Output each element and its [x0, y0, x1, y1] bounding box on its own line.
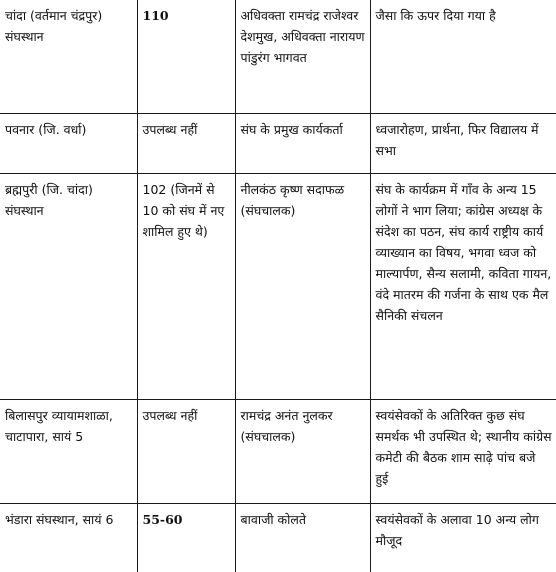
count-text: उपलब्ध नहीं	[142, 121, 198, 137]
place-text: बिलासपुर व्यायामशाळा, चाटापारा, सायं 5	[5, 407, 113, 444]
leader-cell	[235, 173, 370, 399]
details-cell	[370, 399, 556, 503]
count-cell	[137, 113, 235, 173]
place-text: पवनार (जि. वर्धा)	[5, 121, 87, 137]
place-cell	[0, 113, 137, 173]
place-cell	[0, 399, 137, 503]
place-cell	[0, 0, 137, 113]
table-row	[0, 0, 556, 113]
details-text: संघ के कार्यक्रम में गाँव के अन्य 15 लोगों ने भाग लिया; कांग्रेस अध्यक्ष के संदेश का पठन, संघ कार्य राष्ट्रीय कार्य व्याख्यान का विषय, भगवा ध्वज को माल्यार्पण, सैन्य सलामी, कविता गायन, वंदे मातरम की गर्जना के साथ एक मैल सैनिकी संचलन	[375, 181, 552, 323]
leader-text: बावाजी कोलते	[240, 511, 306, 527]
leader-cell	[235, 113, 370, 173]
table-row	[0, 173, 556, 399]
place-cell	[0, 503, 137, 572]
details-cell	[370, 0, 556, 113]
details-text: स्वयंसेवकों के अलावा 10 अन्य लोग मौजूद	[375, 511, 539, 548]
leader-cell	[235, 503, 370, 572]
count-text: 110	[142, 8, 169, 23]
table-row	[0, 503, 556, 572]
place-cell	[0, 173, 137, 399]
leader-text: अधिवक्ता रामचंद्र राजेश्वर देशमुख, अधिवक्ता नारायण पांडुरंग भागवत	[240, 8, 365, 65]
leader-text: रामचंद्र अनंत नुलकर (संघचालक)	[240, 407, 333, 444]
table-row	[0, 113, 556, 173]
count-text: 102 (जिनमें से 10 को संघ में नए शामिल हुए थे)	[142, 181, 225, 239]
count-text: उपलब्ध नहीं	[142, 407, 198, 423]
count-cell	[137, 173, 235, 399]
place-text: भंडारा संघस्थान, सायं 6	[5, 511, 114, 527]
details-cell	[370, 113, 556, 173]
details-cell	[370, 503, 556, 572]
details-cell	[370, 173, 556, 399]
leader-cell	[235, 0, 370, 113]
place-text: ब्रह्मपुरी (जि. चांदा) संघस्थान	[5, 181, 93, 218]
count-cell	[137, 0, 235, 113]
count-cell	[137, 503, 235, 572]
table-row	[0, 399, 556, 503]
leader-cell	[235, 399, 370, 503]
count-cell	[137, 399, 235, 503]
leader-text: नीलकंठ कृष्ण सदाफळ (संघचालक)	[240, 181, 345, 218]
leader-text: संघ के प्रमुख कार्यकर्ता	[240, 121, 343, 137]
place-text: चांदा (वर्तमान चंद्रपुर) संघस्थान	[5, 8, 103, 44]
count-text: 55-60	[142, 511, 183, 527]
details-text: स्वयंसेवकों के अतिरिक्त कुछ संघ समर्थक भी उपस्थित थे; स्थानीय कांग्रेस कमेटी की बैठक शाम साढ़े पांच बजे हुई	[375, 407, 552, 486]
details-text: ध्वजारोहण, प्रार्थना, फिर विद्यालय में सभा	[375, 121, 539, 158]
details-text: जैसा कि ऊपर दिया गया है	[375, 8, 496, 23]
